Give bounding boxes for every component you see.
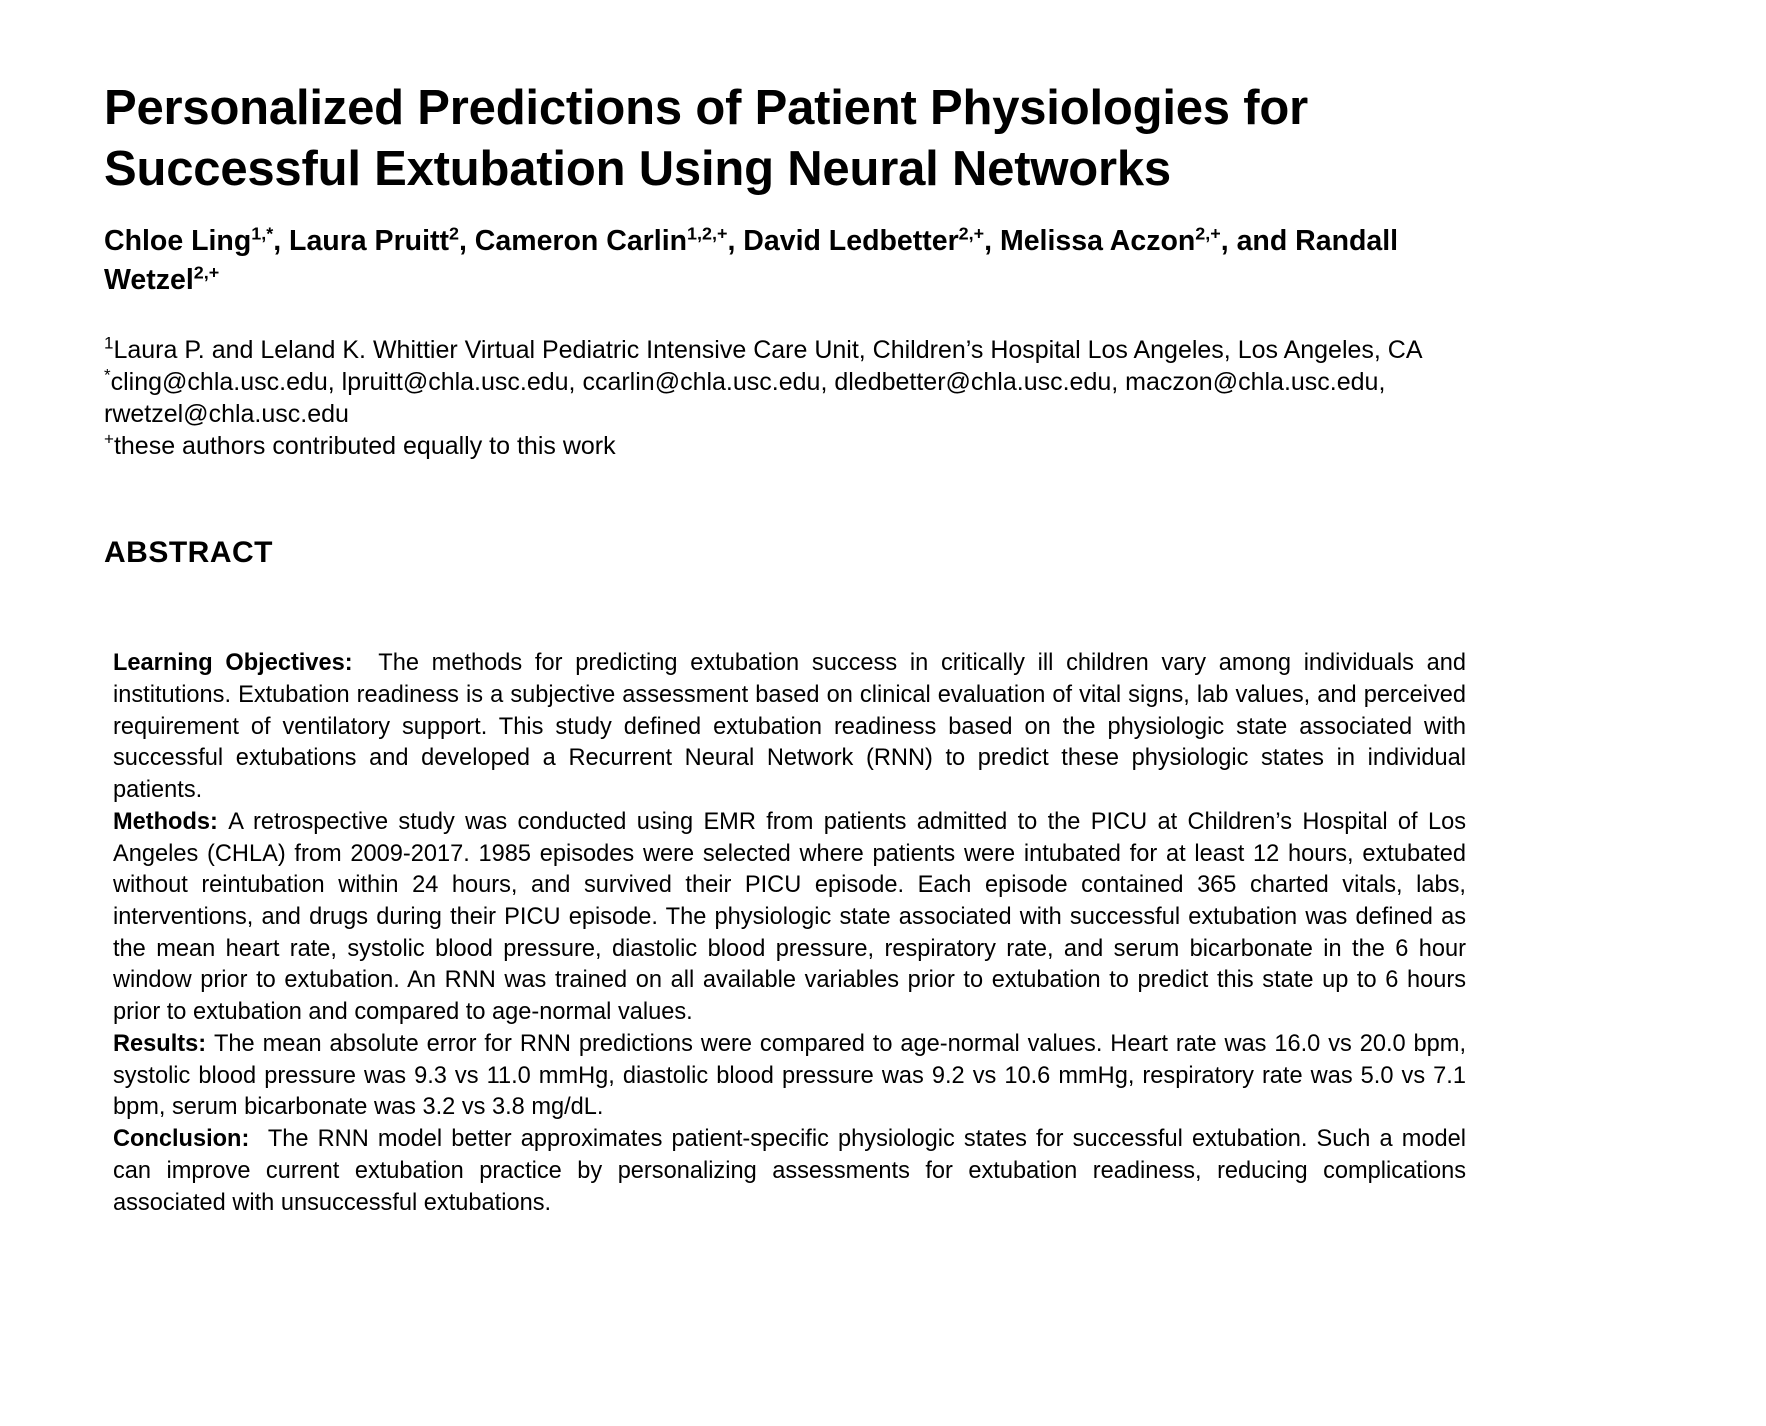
author-affiliation-marker: 2,+ — [958, 223, 985, 243]
author-entry: Cameron Carlin$^{1,2,+}$, — [474, 223, 744, 257]
abstract-body — [113, 648, 1466, 1219]
abstract-label-conclusion: Conclusion: — [113, 1126, 250, 1153]
author-affiliation-marker: 2,+ — [193, 262, 220, 283]
author-name: Cameron Carlin — [474, 224, 688, 257]
author-entry: Laura Pruitt$^2$, — [289, 223, 475, 257]
author-entry: Chloe Ling$^{1,*}$, — [104, 223, 290, 257]
affiliation-marker: 1 — [104, 333, 114, 353]
author-affiliation-marker: 1,* — [251, 223, 274, 243]
author-name: David Ledbetter — [743, 224, 959, 257]
affiliation-marker: + — [104, 429, 114, 449]
affiliation-item — [104, 431, 1466, 463]
page-title: Personalized Predictions of Patient Physiologies for Successful Extubation Using Neural Networks — [104, 81, 1308, 196]
abstract-paragraph-methods — [113, 807, 1466, 1029]
abstract-text-results: The mean absolute error for RNN predictions were compared to age-normal values. Heart rate was 16.0 vs 20.0 bpm, systolic blood pressure was 9.3 vs 11.0 mmHg, diastolic blood pressure was 9.2 vs 10.6 mmHg, respiratory rate was 5.0 vs 7.1 bpm, serum bicarbonate was 3.2 vs 3.8 mg/dL. — [113, 1030, 1466, 1121]
abstract-paragraph-conclusion — [113, 1124, 1466, 1219]
author-name: and Randall Wetzel — [104, 224, 1399, 297]
abstract-paragraph-learning-objectives — [113, 648, 1466, 807]
corresponding-emails: cling@chla.usc.edu, lpruitt@chla.usc.edu, ccarlin@chla.usc.edu, dledbetter@chla.usc.edu, maczon@chla.usc.edu, rwetzel@chla.usc.edu — [104, 368, 1386, 428]
affiliation-item — [104, 335, 1466, 367]
equal-contribution-note: these authors contributed equally to this work — [113, 431, 616, 460]
author-affiliation-marker: 2 — [448, 223, 459, 243]
abstract-text-conclusion: The RNN model better approximates patient-specific physiologic states for successful extubation. Such a model can improve current extubation practice by personalizing assessments for extubation readiness, reducing complications associated with unsuccessful extubations. — [113, 1126, 1467, 1216]
abstract-label-methods: Methods: — [113, 808, 218, 835]
abstract-text-methods: A retrospective study was conducted using EMR from patients admitted to the PICU at Children’s Hospital of Los Angeles (CHLA) from 2009-2017. 1985 episodes were selected where patients were intubated for at least 12 hours, extubated without reintubation within 24 hours, and survived their PICU episode. Each episode contained 365 charted vitals, labs, interventions, and drugs during their PICU episode. The physiologic state associated with successful extubation was defined as the mean heart rate, systolic blood pressure, diastolic blood pressure, respiratory rate, and serum bicarbonate in the 6 hour window prior to extubation. An RNN was trained on all available variables prior to extubation to predict this state up to 6 hours prior to extubation and compared to age-normal values. — [113, 808, 1466, 1026]
affiliation-item — [104, 367, 1466, 431]
abstract-heading: ABSTRACT — [104, 536, 273, 570]
author-name: Melissa Aczon — [999, 224, 1196, 257]
abstract-label-results: Results: — [113, 1030, 207, 1057]
affiliations-block — [104, 335, 1466, 462]
author-entry: Melissa Aczon$^{2,+}$, — [999, 223, 1237, 257]
abstract-paragraph-results — [113, 1029, 1466, 1124]
abstract-text-learning-objectives: The methods for predicting extubation success in critically ill children vary among individuals and institutions. Extubation readiness is a subjective assessment based on clinical evaluation of vital signs, lab values, and perceived requirement of ventilatory support. This study defined extubation readiness based on the physiologic state associated with successful extubations and developed a Recurrent Neural Network (RNN) to predict these physiologic states in individual patients. — [113, 650, 1466, 804]
author-name: Chloe Ling — [104, 224, 252, 257]
author-list — [104, 222, 1466, 302]
author-name: Laura Pruitt — [289, 224, 449, 257]
author-affiliation-marker: 1,2,+ — [687, 223, 728, 243]
author-entry: David Ledbetter$^{2,+}$, — [743, 223, 1000, 257]
abstract-label-learning-objectives: Learning Objectives: — [113, 650, 353, 677]
author-affiliation-marker: 2,+ — [1195, 223, 1221, 243]
affiliation-marker: * — [104, 365, 111, 385]
affiliation-text: Laura P. and Leland K. Whittier Virtual Pediatric Intensive Care Unit, Children’s Hospital Los Angeles, Los Angeles, CA — [113, 336, 1423, 365]
